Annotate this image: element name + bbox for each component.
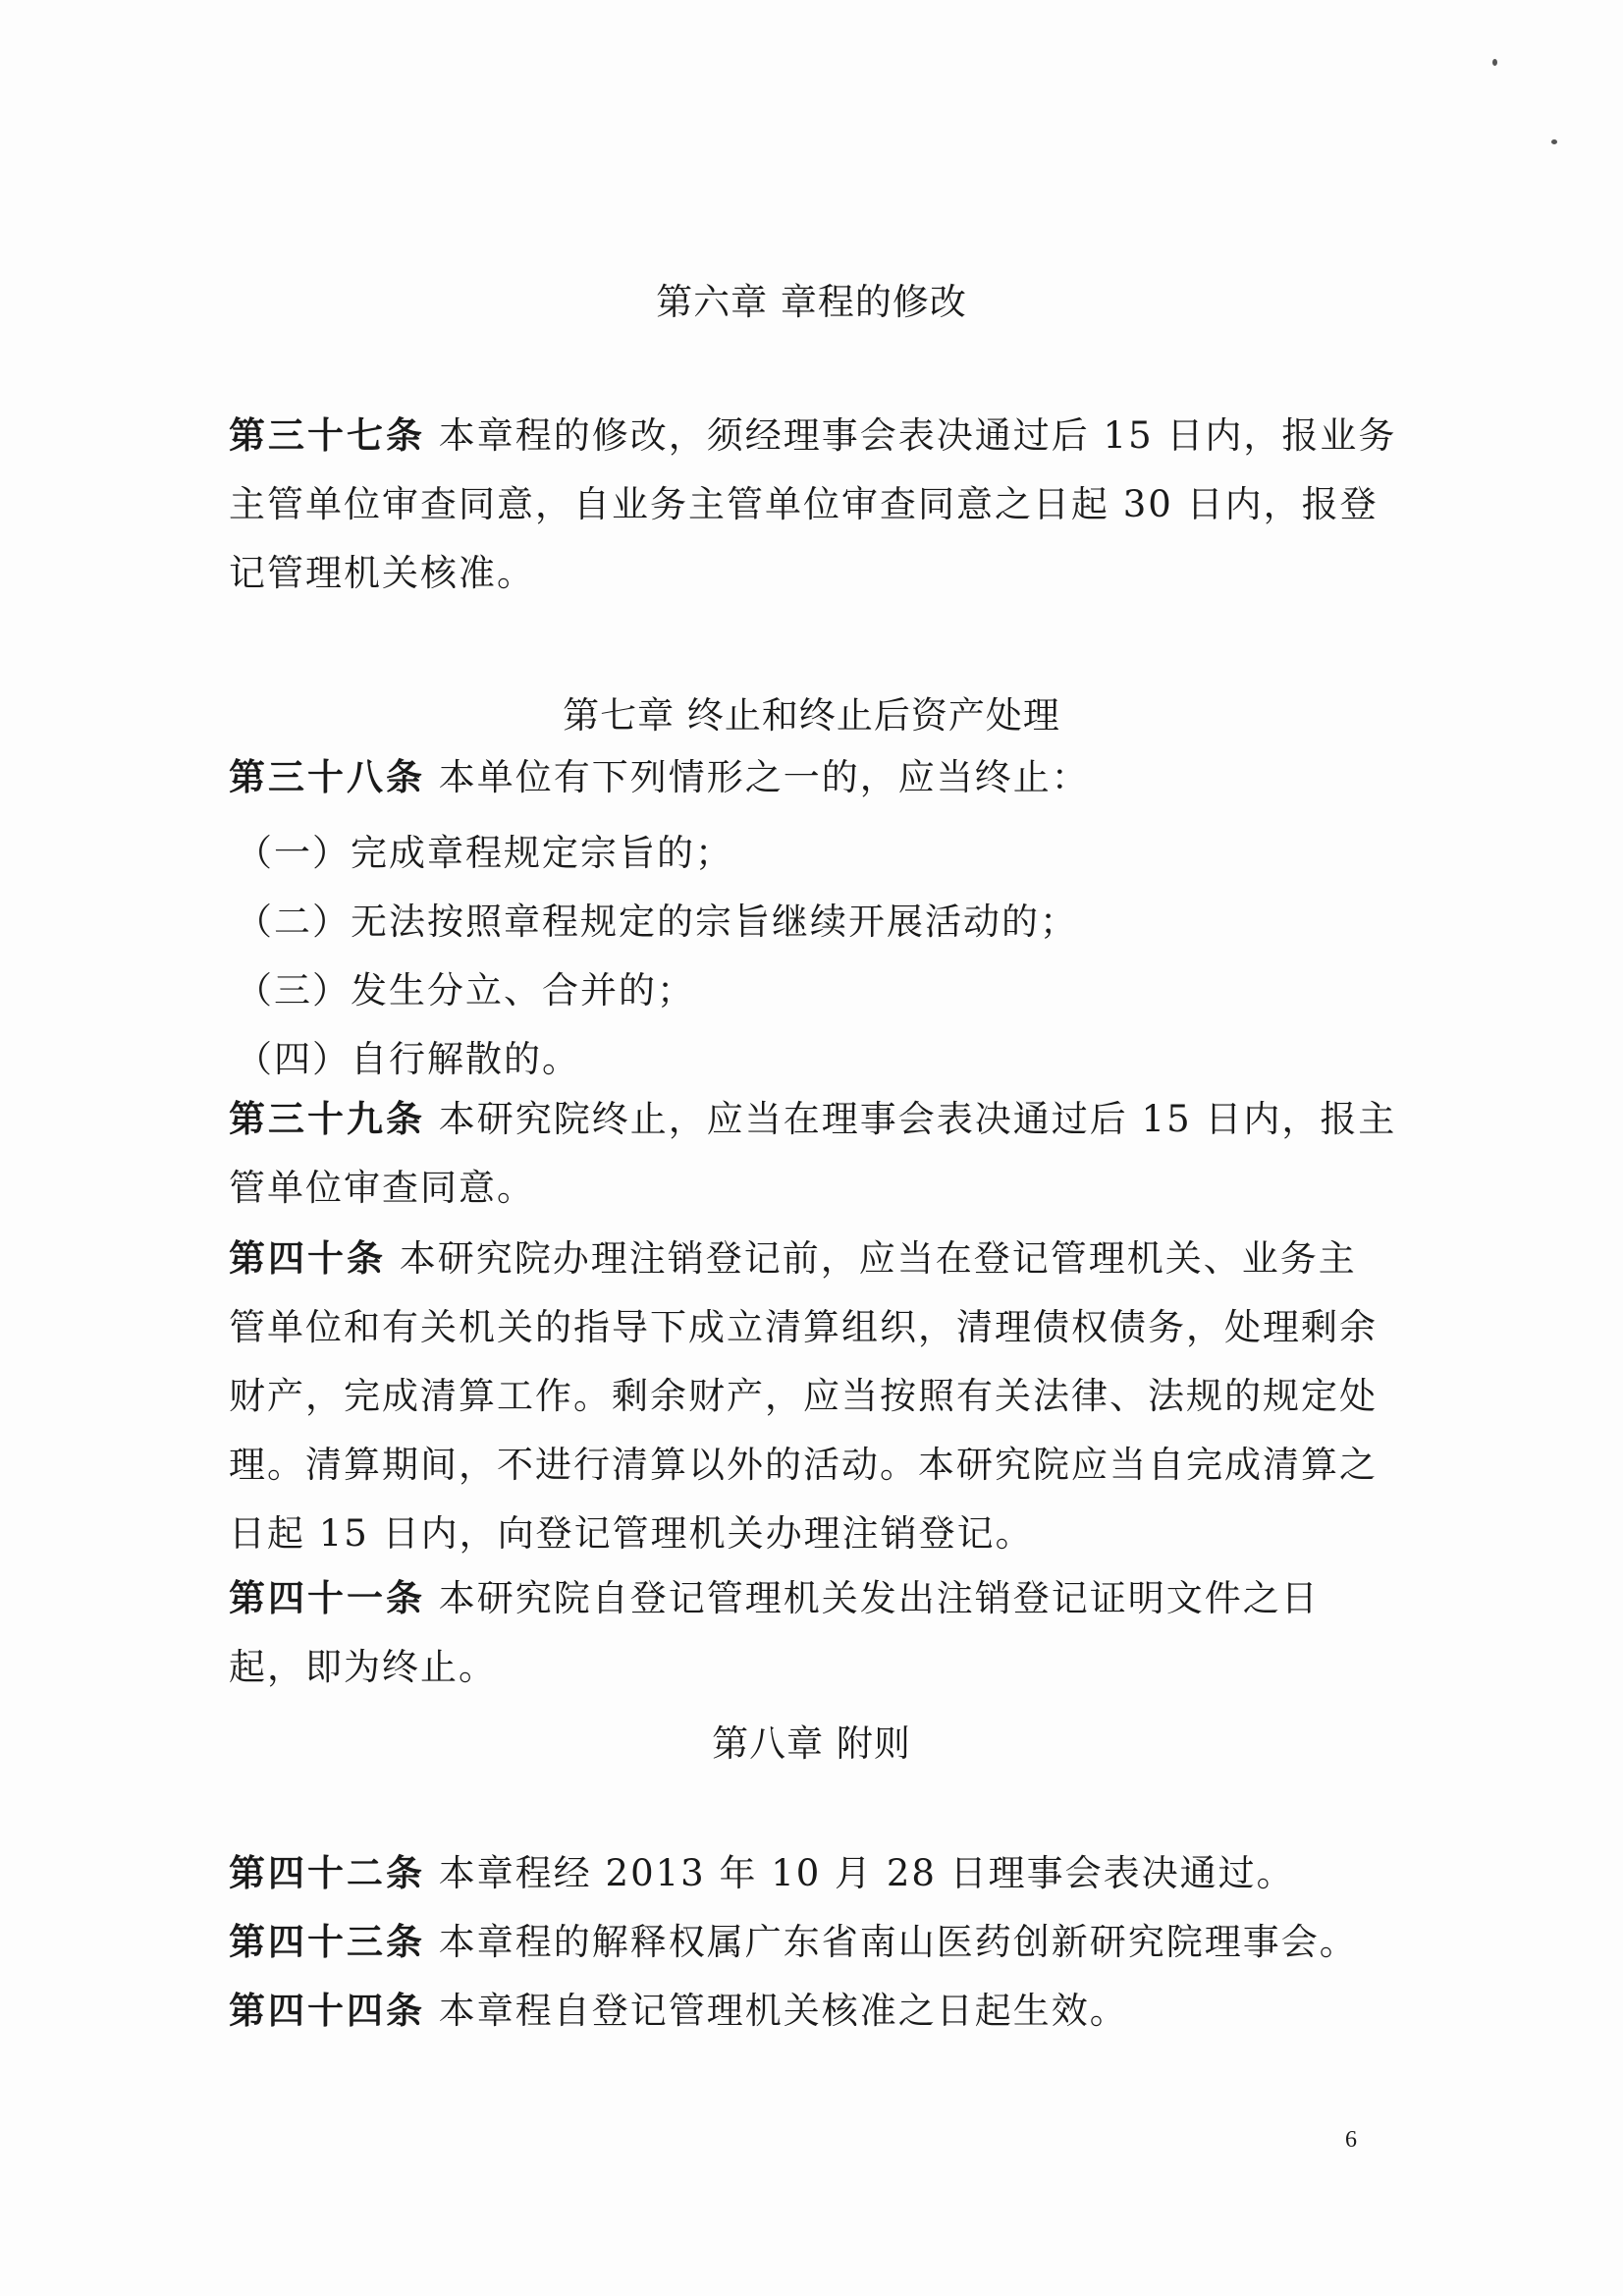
article-41-label: 第四十一条 [229, 1576, 425, 1619]
article-38-item-3: （三）发生分立、合并的； [236, 969, 695, 1011]
article-40-line-1: 第四十条 本研究院办理注销登记前，应当在登记管理机关、业务主 [229, 1236, 1357, 1280]
article-39-line-1: 第三十九条 本研究院终止，应当在理事会表决通过后 15 日内，报主 [229, 1097, 1397, 1140]
article-41-line-1: 第四十一条 本研究院自登记管理机关发出注销登记证明文件之日 [229, 1576, 1320, 1619]
article-43 [229, 1907, 1378, 1977]
page-number: 6 [1345, 2127, 1357, 2153]
article-41-line-2: 起，即为终止。 [229, 1646, 497, 1688]
scan-speck [1551, 139, 1557, 144]
article-42-text: 本章程经 2013 年 10 月 28 日理事会表决通过。 [438, 1852, 1295, 1894]
chapter7-heading: 第七章 终止和终止后资产处理 [563, 694, 1060, 737]
article-40-line-5: 日起 15 日内，向登记管理机关办理注销登记。 [229, 1512, 1034, 1555]
article-39 [229, 1084, 1397, 1223]
article-39-line-2: 管单位审查同意。 [229, 1167, 535, 1209]
article-43-text: 本章程的解释权属广东省南山医药创新研究院理事会。 [438, 1921, 1358, 1963]
article-37-line-2: 主管单位审查同意，自业务主管单位审查同意之日起 30 日内，报登 [229, 483, 1379, 525]
article-40-line-3: 财产，完成清算工作。剩余财产，应当按照有关法律、法规的规定处 [229, 1375, 1378, 1417]
article-42 [229, 1838, 1378, 1908]
article-40-label: 第四十条 [229, 1236, 386, 1280]
article-38-item-4: （四）自行解散的。 [236, 1038, 580, 1080]
article-40 [229, 1224, 1378, 1568]
article-38 [229, 742, 1378, 812]
article-38-item-2: （二）无法按照章程规定的宗旨继续开展活动的； [236, 901, 1078, 943]
article-37-line-1: 第三十七条 本章程的修改，须经理事会表决通过后 15 日内，报业务 [229, 413, 1397, 457]
chapter8-heading: 第八章 附则 [712, 1722, 911, 1765]
scan-speck [1492, 59, 1497, 66]
chapter6-heading: 第六章 章程的修改 [656, 281, 967, 323]
article-44 [229, 1976, 1378, 2046]
article-40-line-2: 管单位和有关机关的指导下成立清算组织，清理债权债务，处理剩余 [229, 1306, 1378, 1348]
article-38-label: 第三十八条 [229, 755, 425, 798]
article-44-label: 第四十四条 [229, 1989, 425, 2032]
article-39-label: 第三十九条 [229, 1097, 425, 1140]
article-37 [229, 401, 1397, 608]
article-38-item-1: （一）完成章程规定宗旨的； [236, 832, 733, 874]
article-41 [229, 1563, 1378, 1702]
article-37-line-3: 记管理机关核准。 [229, 552, 535, 594]
article-37-label: 第三十七条 [229, 413, 425, 457]
article-42-label: 第四十二条 [229, 1851, 425, 1894]
article-40-line-4: 理。清算期间，不进行清算以外的活动。本研究院应当自完成清算之 [229, 1444, 1378, 1486]
article-38-line-1: 第三十八条 本单位有下列情形之一的，应当终止： [229, 755, 1090, 798]
article-44-text: 本章程自登记管理机关核准之日起生效。 [438, 1990, 1128, 2032]
article-43-label: 第四十三条 [229, 1920, 425, 1963]
